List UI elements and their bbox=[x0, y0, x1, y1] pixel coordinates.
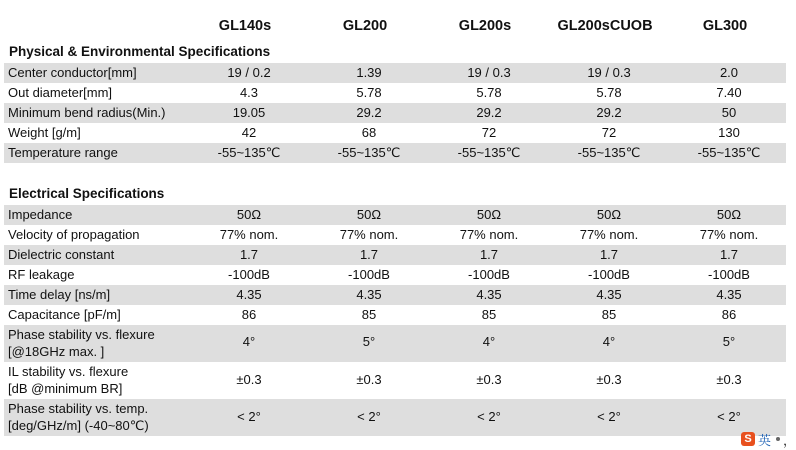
table-row bbox=[4, 362, 786, 399]
ime-toolbar[interactable] bbox=[741, 430, 796, 448]
cell-value: -100dB bbox=[228, 267, 270, 282]
cell-value: 77% nom. bbox=[459, 227, 519, 242]
cell-value: 1.7 bbox=[599, 247, 619, 262]
row-label: Out diameter[mm] bbox=[8, 85, 113, 100]
cell-value: 19.05 bbox=[232, 105, 266, 120]
cell-value: 77% nom. bbox=[579, 227, 639, 242]
cell-value: < 2° bbox=[597, 409, 621, 424]
cell-value: 4° bbox=[602, 334, 616, 349]
cell-value: -100dB bbox=[708, 267, 750, 282]
cell-value: 4.35 bbox=[716, 287, 742, 302]
cell-value: ±0.3 bbox=[356, 372, 382, 387]
cell-value: 4° bbox=[242, 334, 256, 349]
cell-value: 4.35 bbox=[596, 287, 622, 302]
row-label: Impedance bbox=[8, 207, 73, 222]
row-label: IL stability vs. flexure bbox=[8, 364, 129, 379]
cell-value: 86 bbox=[241, 307, 257, 322]
cell-value: -100dB bbox=[588, 267, 630, 282]
cell-value: 19 / 0.3 bbox=[467, 65, 511, 80]
table-row bbox=[4, 285, 786, 305]
table-row bbox=[4, 103, 786, 123]
cell-value: ±0.3 bbox=[236, 372, 262, 387]
cell-value: 42 bbox=[241, 125, 257, 140]
table-row bbox=[4, 245, 786, 265]
cell-value: 5.78 bbox=[596, 85, 622, 100]
cell-value: -55~135℃ bbox=[697, 145, 761, 160]
table-row bbox=[4, 63, 786, 83]
row-label: Temperature range bbox=[8, 145, 118, 160]
cell-value: 50 bbox=[721, 105, 737, 120]
cell-value: -100dB bbox=[468, 267, 510, 282]
row-label: Minimum bend radius(Min.) bbox=[8, 105, 166, 120]
column-header-gl300: GL300 bbox=[702, 18, 748, 34]
ime-status-dot-icon bbox=[776, 437, 780, 441]
cell-value: 4° bbox=[482, 334, 496, 349]
cell-value: 77% nom. bbox=[219, 227, 279, 242]
cell-value: 72 bbox=[601, 125, 617, 140]
column-header-gl140s: GL140s bbox=[218, 18, 272, 34]
cell-value: 85 bbox=[601, 307, 617, 322]
cell-value: ±0.3 bbox=[716, 372, 742, 387]
table-row bbox=[4, 143, 786, 163]
row-label: Center conductor[mm] bbox=[8, 65, 137, 80]
sogou-logo-icon[interactable]: S bbox=[741, 432, 755, 446]
table-row bbox=[4, 205, 786, 225]
cell-value: 50Ω bbox=[716, 207, 742, 222]
cell-value: 5° bbox=[722, 334, 736, 349]
table-row bbox=[4, 399, 786, 436]
table-row bbox=[4, 225, 786, 245]
cell-value: -100dB bbox=[348, 267, 390, 282]
table-row bbox=[4, 325, 786, 362]
cell-value: 7.40 bbox=[716, 85, 742, 100]
row-label: Phase stability vs. flexure bbox=[8, 327, 155, 342]
cell-value: -55~135℃ bbox=[337, 145, 401, 160]
cell-value: 50Ω bbox=[356, 207, 382, 222]
cell-value: 50Ω bbox=[236, 207, 262, 222]
cell-value: 2.0 bbox=[719, 65, 739, 80]
cell-value: ±0.3 bbox=[596, 372, 622, 387]
cell-value: 5° bbox=[362, 334, 376, 349]
row-label-sub: [@18GHz max. ] bbox=[8, 344, 105, 359]
section-title-electrical: Electrical Specifications bbox=[9, 186, 165, 201]
cell-value: 5.78 bbox=[476, 85, 502, 100]
column-header-gl200scuob: GL200sCUOB bbox=[557, 18, 653, 34]
cell-value: < 2° bbox=[237, 409, 261, 424]
cell-value: < 2° bbox=[717, 409, 741, 424]
cell-value: 1.39 bbox=[356, 65, 382, 80]
cell-value: 4.35 bbox=[236, 287, 262, 302]
cell-value: 5.78 bbox=[356, 85, 382, 100]
section-title-physical: Physical & Environmental Specifications bbox=[9, 44, 271, 59]
cell-value: 19 / 0.2 bbox=[227, 65, 271, 80]
cell-value: 19 / 0.3 bbox=[587, 65, 631, 80]
cell-value: < 2° bbox=[477, 409, 501, 424]
cell-value: 29.2 bbox=[356, 105, 382, 120]
cell-value: ±0.3 bbox=[476, 372, 502, 387]
cell-value: < 2° bbox=[357, 409, 381, 424]
row-label-sub: [deg/GHz/m] (-40~80℃) bbox=[8, 418, 149, 433]
cell-value: 1.7 bbox=[239, 247, 259, 262]
cell-value: -55~135℃ bbox=[457, 145, 521, 160]
column-header-gl200: GL200 bbox=[342, 18, 388, 34]
cell-value: 29.2 bbox=[596, 105, 622, 120]
cell-value: 77% nom. bbox=[339, 227, 399, 242]
row-label: Dielectric constant bbox=[8, 247, 115, 262]
column-header-gl200s: GL200s bbox=[458, 18, 512, 34]
cell-value: 1.7 bbox=[719, 247, 739, 262]
cell-value: 86 bbox=[721, 307, 737, 322]
row-label: Capacitance [pF/m] bbox=[8, 307, 121, 322]
cell-value: 72 bbox=[481, 125, 497, 140]
ime-language-toggle[interactable]: 英 bbox=[758, 432, 772, 448]
cell-value: 50Ω bbox=[596, 207, 622, 222]
cell-value: -55~135℃ bbox=[577, 145, 641, 160]
row-label: Time delay [ns/m] bbox=[8, 287, 111, 302]
table-row bbox=[4, 123, 786, 143]
cell-value: 85 bbox=[361, 307, 377, 322]
row-label: RF leakage bbox=[8, 267, 75, 282]
cell-value: 1.7 bbox=[359, 247, 379, 262]
cell-value: 4.35 bbox=[476, 287, 502, 302]
cell-value: 29.2 bbox=[476, 105, 502, 120]
row-label: Phase stability vs. temp. bbox=[8, 401, 149, 416]
row-label: Velocity of propagation bbox=[8, 227, 140, 242]
cell-value: 1.7 bbox=[479, 247, 499, 262]
row-label-sub: [dB @minimum BR] bbox=[8, 381, 123, 396]
cell-value: 4.35 bbox=[356, 287, 382, 302]
table-row bbox=[4, 305, 786, 325]
cell-value: 130 bbox=[718, 125, 740, 140]
cell-value: 4.3 bbox=[239, 85, 259, 100]
table-row bbox=[4, 83, 786, 103]
cell-value: 50Ω bbox=[476, 207, 502, 222]
table-row bbox=[4, 265, 786, 285]
ime-punctuation-toggle[interactable]: ， bbox=[783, 432, 796, 448]
cell-value: -55~135℃ bbox=[217, 145, 281, 160]
cell-value: 68 bbox=[361, 125, 377, 140]
row-label: Weight [g/m] bbox=[8, 125, 81, 140]
cell-value: 77% nom. bbox=[699, 227, 759, 242]
cell-value: 85 bbox=[481, 307, 497, 322]
